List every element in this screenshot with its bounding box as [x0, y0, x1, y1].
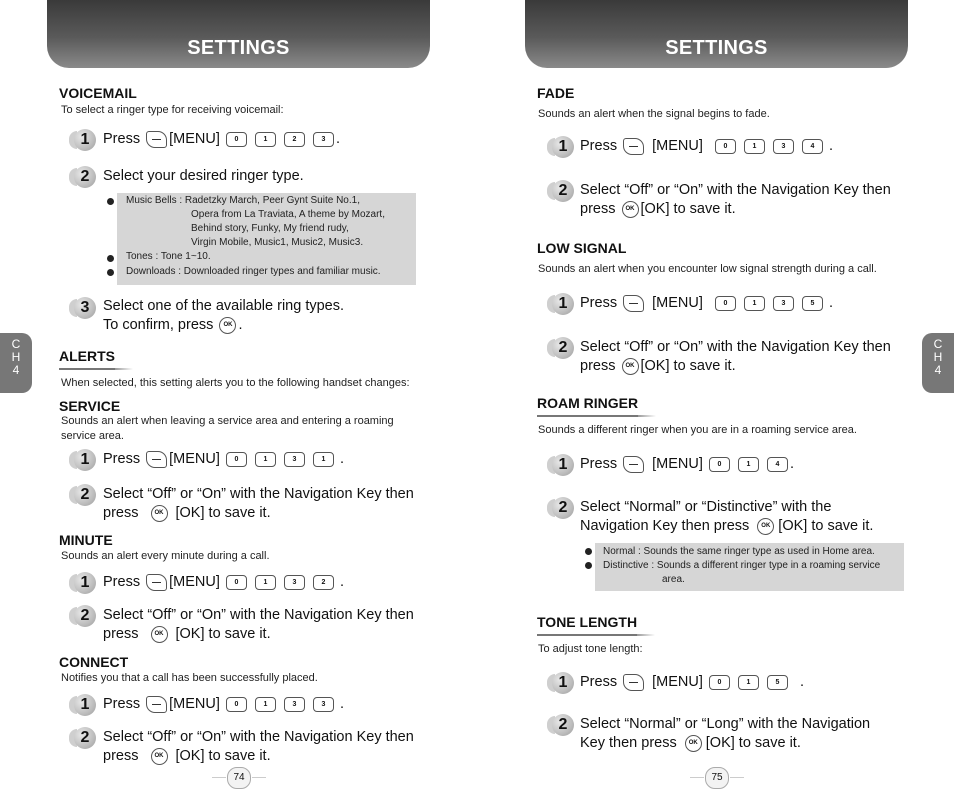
minute-description: Sounds an alert every minute during a call.	[61, 550, 270, 562]
key-3-icon: 3	[773, 296, 794, 311]
ok-key-icon: OK	[151, 505, 168, 522]
key-0-icon: 0	[226, 575, 247, 590]
bullet-icon	[585, 562, 592, 569]
tone-length-description: To adjust tone length:	[538, 643, 643, 655]
desc-line: Sounds an alert when leaving a service area and entering a roaming	[61, 415, 394, 427]
note-line: Virgin Mobile, Music1, Music2, Music3.	[191, 237, 364, 248]
key-3-icon: 3	[773, 139, 794, 154]
connect-description: Notifies you that a call has been successfully placed.	[61, 672, 318, 684]
menu-softkey-icon	[623, 456, 644, 473]
menu-softkey-icon	[146, 696, 167, 713]
step-number: 2	[74, 605, 96, 627]
step-end: [OK] to save it.	[705, 735, 801, 751]
step-end: [OK] to save it.	[640, 358, 736, 374]
ok-key-icon: OK	[757, 518, 774, 535]
step-text: Press	[103, 574, 141, 590]
step-end: .	[340, 451, 345, 467]
key-1-icon: 1	[255, 575, 276, 590]
step-text: To confirm, press	[103, 317, 214, 333]
menu-softkey-icon	[623, 295, 644, 312]
key-1-icon: 1	[738, 675, 759, 690]
step-text: press	[580, 358, 616, 374]
key-1-icon: 1	[744, 139, 765, 154]
step-text: Press	[580, 295, 618, 311]
voicemail-step-1	[103, 130, 340, 149]
fade-step-1	[580, 137, 833, 156]
menu-label: [MENU]	[652, 295, 703, 311]
right-chapter-tab	[922, 333, 954, 393]
menu-softkey-icon	[146, 574, 167, 591]
chapter-letter: C	[933, 337, 943, 351]
key-4-icon: 4	[802, 139, 823, 154]
step-number: 1	[74, 572, 96, 594]
low-signal-description: Sounds an alert when you encounter low signal strength during a call.	[538, 263, 877, 275]
right-page-number: 75	[705, 767, 729, 789]
note-line: Downloads : Downloaded ringer types and familiar music.	[126, 266, 381, 277]
step-number: 2	[552, 337, 574, 359]
step-number: 2	[552, 180, 574, 202]
chapter-letter: 4	[934, 363, 942, 377]
note-line: Behind story, Funky, My friend rudy,	[191, 223, 349, 234]
menu-softkey-icon	[146, 131, 167, 148]
right-page-title: SETTINGS	[665, 37, 768, 59]
key-0-icon: 0	[709, 457, 730, 472]
step-end: [OK] to save it.	[175, 626, 271, 642]
menu-softkey-icon	[623, 138, 644, 155]
key-0-icon: 0	[715, 296, 736, 311]
tone-length-heading: TONE LENGTH	[537, 614, 637, 636]
step-end: [OK] to save it.	[175, 505, 271, 521]
service-step-1	[103, 450, 344, 469]
menu-softkey-icon	[623, 674, 644, 691]
step-end: .	[238, 317, 243, 333]
step-end: .	[829, 295, 834, 311]
key-1-icon: 1	[313, 452, 334, 467]
step-number: 2	[74, 166, 96, 188]
step-text: Select “Normal” or “Distinctive” with the	[580, 499, 832, 515]
step-text: Press	[103, 131, 141, 147]
step-text: press	[103, 626, 139, 642]
step-text: Press	[580, 456, 618, 472]
step-number: 1	[74, 694, 96, 716]
tone-length-step-2	[580, 715, 870, 753]
fade-description: Sounds an alert when the signal begins to fade.	[538, 108, 770, 120]
ok-key-icon: OK	[151, 748, 168, 765]
note-line: Music Bells : Radetzky March, Peer Gynt Suite No.1,	[126, 195, 360, 206]
low-signal-heading: LOW SIGNAL	[537, 240, 627, 256]
menu-label: [MENU]	[652, 674, 703, 690]
chapter-letter: H	[11, 350, 21, 364]
alerts-heading: ALERTS	[59, 348, 115, 370]
key-1-icon: 1	[744, 296, 765, 311]
step-text: press	[103, 505, 139, 521]
step-end: .	[799, 674, 805, 690]
chapter-letter: H	[933, 350, 943, 364]
key-4-icon: 4	[767, 457, 788, 472]
step-end: .	[340, 696, 345, 712]
bullet-icon	[107, 255, 114, 262]
step-end: .	[829, 138, 834, 154]
left-page-number: 74	[227, 767, 251, 789]
note-line: Distinctive : Sounds a different ringer type in a roaming service	[603, 560, 881, 571]
step-number: 1	[74, 449, 96, 471]
voicemail-heading: VOICEMAIL	[59, 85, 137, 101]
fade-heading: FADE	[537, 85, 575, 101]
key-0-icon: 0	[715, 139, 736, 154]
menu-label: [MENU]	[169, 451, 220, 467]
step-end: .	[789, 456, 794, 472]
key-5-icon: 5	[767, 675, 788, 690]
key-5-icon: 5	[802, 296, 823, 311]
left-page-title: SETTINGS	[187, 37, 290, 59]
roam-ringer-step-1	[580, 455, 794, 474]
key-1-icon: 1	[738, 457, 759, 472]
low-signal-step-2	[580, 338, 891, 376]
minute-step-1	[103, 573, 344, 592]
step-end: .	[340, 574, 345, 590]
key-2-icon: 2	[284, 132, 305, 147]
menu-label: [MENU]	[169, 574, 220, 590]
voicemail-step-3	[103, 297, 344, 335]
voicemail-step-2: Select your desired ringer type.	[103, 168, 304, 184]
step-text: press	[580, 201, 616, 217]
voicemail-description: To select a ringer type for receiving voicemail:	[61, 104, 284, 116]
key-3-icon: 3	[284, 575, 305, 590]
key-0-icon: 0	[709, 675, 730, 690]
bullet-icon	[585, 548, 592, 555]
left-header-banner	[47, 0, 430, 68]
step-number: 2	[74, 484, 96, 506]
step-number: 1	[552, 136, 574, 158]
step-number: 2	[552, 497, 574, 519]
menu-label: [MENU]	[169, 696, 220, 712]
low-signal-step-1	[580, 294, 833, 313]
step-text: Select “Off” or “On” with the Navigation Key then	[103, 486, 414, 502]
step-number: 2	[74, 727, 96, 749]
bullet-icon	[107, 198, 114, 205]
key-0-icon: 0	[226, 697, 247, 712]
step-text: press	[103, 748, 139, 764]
step-text: Select “Off” or “On” with the Navigation Key then	[580, 339, 891, 355]
step-end: [OK] to save it.	[778, 518, 874, 534]
key-3-icon: 3	[284, 452, 305, 467]
connect-step-2	[103, 728, 414, 766]
step-number: 1	[552, 454, 574, 476]
tone-length-step-1	[580, 673, 804, 692]
minute-heading: MINUTE	[59, 532, 113, 548]
roam-ringer-step-2	[580, 498, 873, 536]
step-number: 3	[74, 297, 96, 319]
ok-key-icon: OK	[685, 735, 702, 752]
roam-ringer-note	[582, 543, 904, 591]
note-line: Normal : Sounds the same ringer type as used in Home area.	[603, 546, 875, 557]
step-text: Press	[103, 451, 141, 467]
service-heading: SERVICE	[59, 398, 121, 414]
step-number: 1	[552, 672, 574, 694]
note-line: area.	[662, 574, 685, 585]
ok-key-icon: OK	[151, 626, 168, 643]
key-0-icon: 0	[226, 132, 247, 147]
step-text: Press	[580, 674, 618, 690]
roam-ringer-description: Sounds a different ringer when you are in a roaming service area.	[538, 424, 857, 436]
key-2-icon: 2	[313, 575, 334, 590]
step-number: 1	[552, 293, 574, 315]
menu-softkey-icon	[146, 451, 167, 468]
key-1-icon: 1	[255, 697, 276, 712]
step-text: Select one of the available ring types.	[103, 298, 345, 314]
left-chapter-tab	[0, 333, 32, 393]
step-text: Navigation Key then press	[580, 518, 750, 534]
step-text: Press	[103, 696, 141, 712]
step-text: Press	[580, 138, 618, 154]
menu-label: [MENU]	[169, 131, 220, 147]
bullet-icon	[107, 269, 114, 276]
roam-ringer-heading: ROAM RINGER	[537, 395, 638, 417]
key-1-icon: 1	[255, 452, 276, 467]
voicemail-ringer-note	[104, 193, 416, 285]
ok-key-icon: OK	[622, 201, 639, 218]
service-step-2	[103, 485, 414, 523]
right-header-banner	[525, 0, 908, 68]
connect-heading: CONNECT	[59, 654, 129, 670]
step-number: 1	[74, 129, 96, 151]
step-text: Select “Off” or “On” with the Navigation Key then	[103, 729, 414, 745]
key-3-icon: 3	[313, 697, 334, 712]
chapter-letter: C	[11, 337, 21, 351]
step-text: Key then press	[580, 735, 677, 751]
minute-step-2	[103, 606, 414, 644]
desc-line: service area.	[61, 430, 124, 442]
ok-key-icon: OK	[622, 358, 639, 375]
connect-step-1	[103, 695, 344, 714]
menu-label: [MENU]	[652, 456, 703, 472]
step-text: Select “Off” or “On” with the Navigation Key then	[103, 607, 414, 623]
step-text: Select “Normal” or “Long” with the Navigation	[580, 716, 871, 732]
note-line: Tones : Tone 1~10.	[126, 251, 211, 262]
alerts-description: When selected, this setting alerts you to the following handset changes:	[61, 377, 410, 389]
step-number: 2	[552, 714, 574, 736]
key-3-icon: 3	[313, 132, 334, 147]
step-end: .	[335, 131, 341, 147]
ok-key-icon: OK	[219, 317, 236, 334]
service-description	[61, 414, 394, 444]
chapter-letter: 4	[12, 363, 20, 377]
step-end: [OK] to save it.	[175, 748, 271, 764]
menu-label: [MENU]	[652, 138, 703, 154]
step-end: [OK] to save it.	[640, 201, 736, 217]
key-3-icon: 3	[284, 697, 305, 712]
key-0-icon: 0	[226, 452, 247, 467]
note-line: Opera from La Traviata, A theme by Mozart,	[191, 209, 385, 220]
key-1-icon: 1	[255, 132, 276, 147]
fade-step-2	[580, 181, 891, 219]
step-text: Select “Off” or “On” with the Navigation Key then	[580, 182, 891, 198]
